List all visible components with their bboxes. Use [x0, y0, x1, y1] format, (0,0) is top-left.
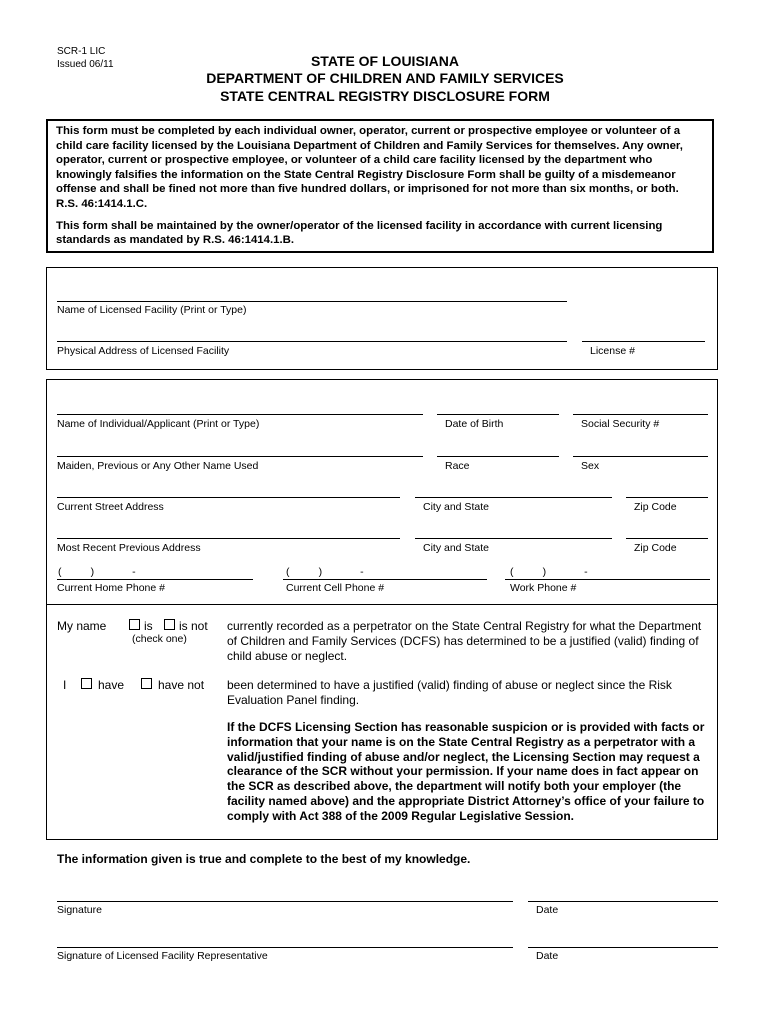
representative-date-label: Date	[536, 950, 559, 962]
maiden-name-field[interactable]	[57, 456, 423, 457]
title-department: DEPARTMENT OF CHILDREN AND FAMILY SERVICES	[206, 70, 564, 86]
race-field[interactable]	[437, 456, 559, 457]
previous-address-field[interactable]	[57, 538, 400, 539]
issued-date: Issued 06/11	[57, 59, 114, 70]
title-state: STATE OF LOUISIANA	[310, 53, 460, 69]
registry-statement: currently recorded as a perpetrator on the State Central Registry for what the Department of Children and Family Services (DCFS) has determined to be a justified (valid) finding of child abuse or neglect.	[227, 619, 702, 663]
my-name-label: My name	[57, 619, 107, 633]
is-label: is	[144, 619, 153, 633]
cell-phone-template: ( ) -	[286, 566, 364, 578]
signature-field[interactable]	[57, 901, 513, 902]
sex-field[interactable]	[573, 456, 708, 457]
ssn-label: Social Security #	[581, 418, 660, 430]
ssn-field[interactable]	[573, 414, 708, 415]
have-checkbox[interactable]	[81, 678, 92, 689]
street-address-field[interactable]	[57, 497, 400, 498]
is-not-label: is not	[179, 619, 208, 633]
have-label: have	[98, 678, 125, 692]
zip-label: Zip Code	[634, 501, 677, 513]
work-phone-template: ( ) -	[510, 566, 588, 578]
is-not-checkbox[interactable]	[164, 619, 175, 630]
signature-date-field[interactable]	[528, 901, 718, 902]
cell-phone-label: Current Cell Phone #	[286, 582, 385, 594]
have-not-label: have not	[158, 678, 205, 692]
notice-paragraph-1: This form must be completed by each individual owner, operator, current or prospective employee or volunteer of a child care facility licensed by the Louisiana Department of Children and Family Services for themselves. Any owner, operator, current or prospective employee, or volunteer of a child care facility licensed by the department who knowingly falsifies the information on the State Central Registry Disclosure Form shall be guilty of a misdemeanor offense and shall be fined not more than five hundred dollars, or imprisoned for not more than six months, or both. R.S. 46:1414.1.C.	[56, 125, 683, 210]
title-form-name: STATE CENTRAL REGISTRY DISCLOSURE FORM	[220, 88, 550, 104]
signature-label: Signature	[57, 904, 102, 916]
certification-statement: The information given is true and complete to the best of my knowledge.	[57, 852, 471, 866]
check-one-note: (check one)	[132, 633, 187, 645]
facility-name-field[interactable]	[57, 301, 567, 302]
license-number-field[interactable]	[582, 341, 705, 342]
signature-date-label: Date	[536, 904, 559, 916]
sex-label: Sex	[581, 460, 600, 472]
street-address-label: Current Street Address	[57, 501, 164, 513]
facility-address-label: Physical Address of Licensed Facility	[57, 345, 230, 357]
warning-paragraph: If the DCFS Licensing Section has reasonable suspicion or is provided with facts or information that your name is on the State Central Registry as a perpetrator with a valid/justified finding of abuse and/or neglect, the Licensing Section may request a clearance of the SCR without your permission. If your name does in fact appear on the SCR as described above, the department will notify both your employer (the facility named above) and the appropriate District Attorney’s office of your failure to comply with Act 388 of the 2009 Regular Legislative Session.	[227, 720, 705, 823]
notice-box	[46, 119, 714, 253]
representative-signature-field[interactable]	[57, 947, 513, 948]
representative-signature-label: Signature of Licensed Facility Representative	[57, 950, 268, 962]
work-phone-field[interactable]	[505, 579, 710, 580]
form-code-block	[57, 45, 114, 71]
city-state-label: City and State	[423, 501, 489, 513]
i-label: I	[63, 678, 67, 692]
risk-panel-statement: been determined to have a justified (valid) finding of abuse or neglect since the Risk Evaluation Panel finding.	[227, 678, 672, 707]
home-phone-field[interactable]	[57, 579, 253, 580]
previous-city-state-label: City and State	[423, 542, 489, 554]
work-phone-label: Work Phone #	[510, 582, 577, 594]
have-not-checkbox[interactable]	[141, 678, 152, 689]
dob-field[interactable]	[437, 414, 559, 415]
previous-city-state-field[interactable]	[415, 538, 612, 539]
notice-paragraph-2: This form shall be maintained by the owner/operator of the licensed facility in accordance with current licensing standards as mandated by R.S. 46:1414.1.B.	[56, 219, 663, 247]
city-state-field[interactable]	[415, 497, 612, 498]
previous-address-label: Most Recent Previous Address	[57, 542, 201, 554]
facility-address-field[interactable]	[57, 341, 567, 342]
home-phone-label: Current Home Phone #	[57, 582, 165, 594]
race-label: Race	[445, 460, 470, 472]
license-number-label: License #	[590, 345, 635, 357]
form-code: SCR-1 LIC	[57, 46, 106, 57]
maiden-name-label: Maiden, Previous or Any Other Name Used	[57, 460, 259, 472]
zip-field[interactable]	[626, 497, 708, 498]
applicant-name-field[interactable]	[57, 414, 423, 415]
applicant-name-label: Name of Individual/Applicant (Print or Type)	[57, 418, 260, 430]
cell-phone-field[interactable]	[283, 579, 487, 580]
applicant-section	[46, 379, 718, 605]
is-checkbox[interactable]	[129, 619, 140, 630]
dob-label: Date of Birth	[445, 418, 504, 430]
facility-name-label: Name of Licensed Facility (Print or Type)	[57, 304, 247, 316]
representative-date-field[interactable]	[528, 947, 718, 948]
home-phone-template: ( ) -	[58, 566, 136, 578]
previous-zip-field[interactable]	[626, 538, 708, 539]
previous-zip-label: Zip Code	[634, 542, 677, 554]
